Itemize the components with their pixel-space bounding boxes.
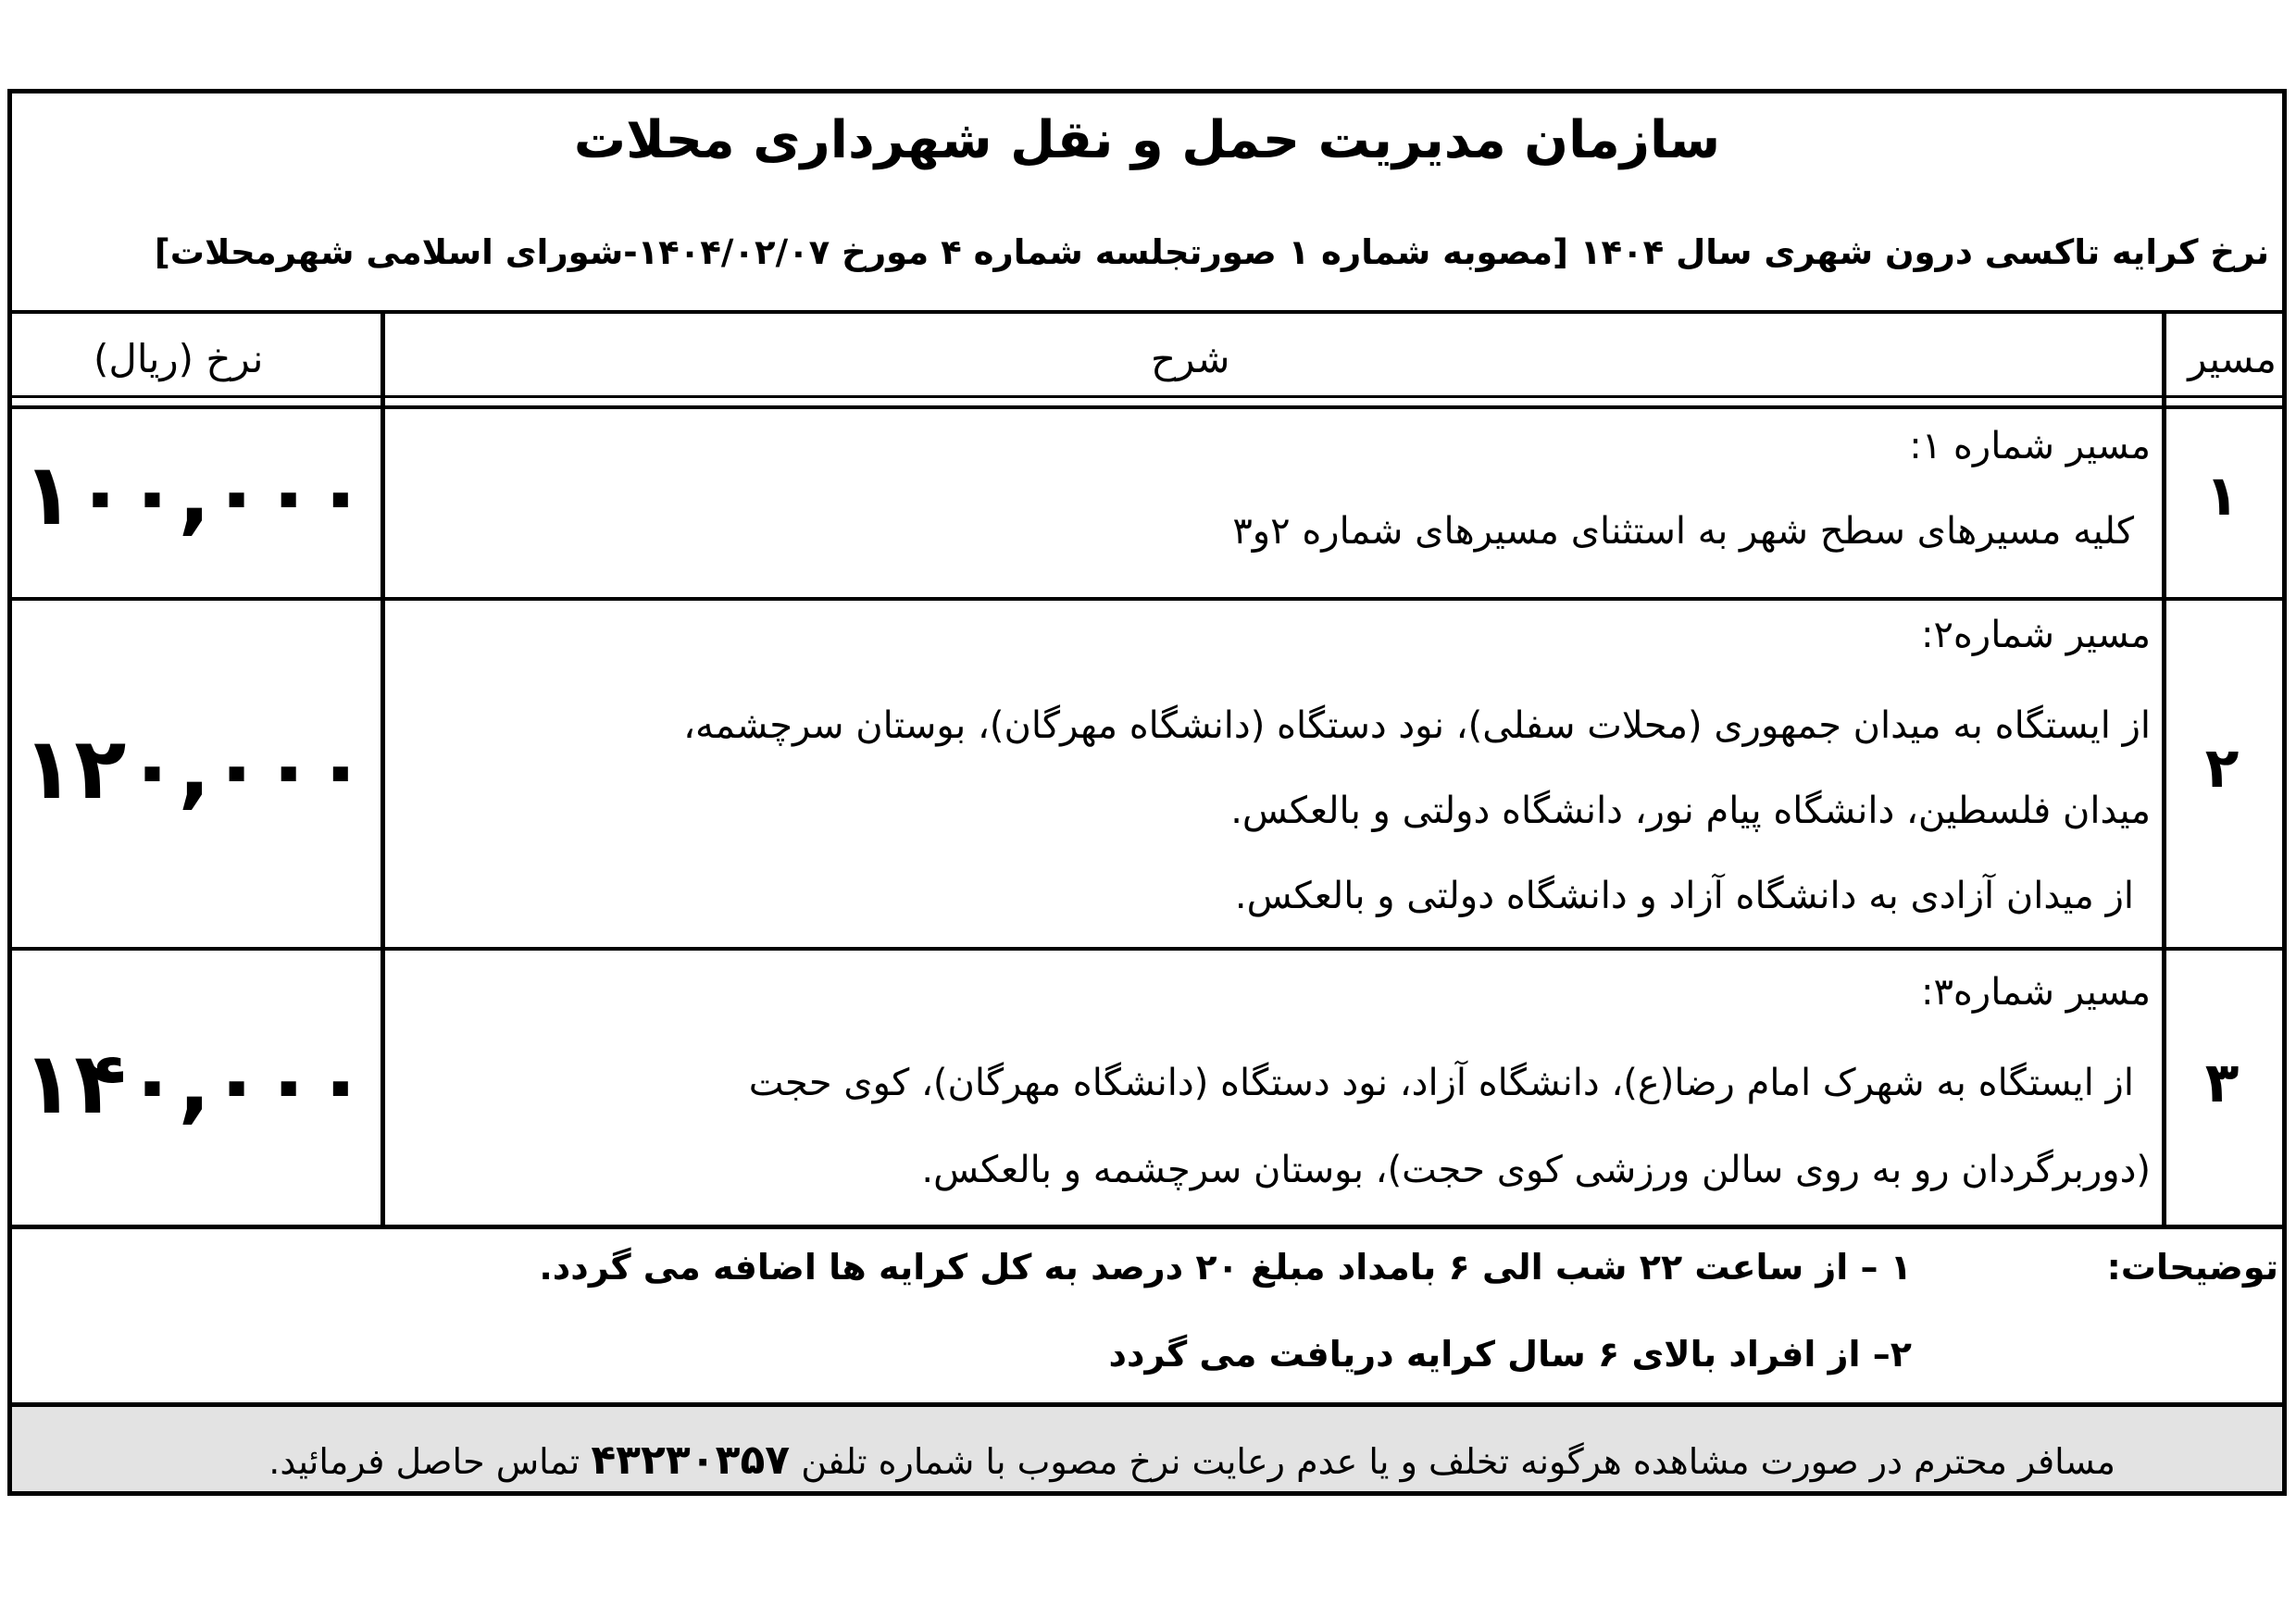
- footer-message: [268, 1437, 2115, 1484]
- footer-text-before: مسافر محترم در صورت مشاهده هرگونه تخلف و یا عدم رعایت نرخ مصوب با شماره تلفن: [801, 1441, 2115, 1482]
- column-divider: [381, 310, 385, 1225]
- divider: [12, 947, 2282, 951]
- route-number: ۲: [2204, 736, 2240, 801]
- divider: [12, 310, 2282, 314]
- note-item: ۲– از افراد بالای ۶ سال کرایه دریافت می گردد: [1108, 1334, 1912, 1375]
- page-title: سازمان مدیریت حمل و نقل شهرداری محلات: [573, 110, 1721, 170]
- route-number: ۳: [2204, 1051, 2240, 1115]
- page-subtitle: نرخ کرایه تاکسی درون شهری سال ۱۴۰۴ [مصوبه شماره ۱ صورتجلسه شماره ۴ مورخ ۱۴۰۴/۰۲/۰۷-شورای اسلامی شهرمحلات]: [154, 232, 2269, 272]
- notes-label: توضیحات:: [2106, 1247, 2278, 1288]
- route-heading: مسیر شماره۲:: [1920, 614, 2151, 656]
- fare-notice: [7, 89, 2287, 1496]
- route-heading: مسیر شماره ۱:: [1909, 425, 2151, 467]
- divider: [12, 597, 2282, 601]
- route-rate: ۱۴۰,۰۰۰: [22, 1034, 367, 1133]
- divider: [12, 395, 2282, 398]
- divider: [12, 405, 2282, 409]
- column-header-rate: نرخ (ریال): [94, 336, 264, 381]
- column-header-description: شرح: [1151, 336, 1230, 381]
- route-heading: مسیر شماره۳:: [1920, 971, 2151, 1014]
- divider: [12, 1225, 2282, 1229]
- footer-phone: ۴۳۲۳۰۳۵۷: [591, 1437, 791, 1484]
- route-description-line: کلیه مسیرهای سطح شهر به استثنای مسیرهای شماره ۲و۳: [1232, 510, 2134, 553]
- route-description-line: (دوربرگردان رو به روی سالن ورزشی کوی حجت)، بوستان سرچشمه و بالعکس.: [921, 1149, 2151, 1191]
- route-rate: ۱۰۰,۰۰۰: [22, 445, 367, 544]
- route-description-line: از ایستگاه به میدان جمهوری (محلات سفلی)، نود دستگاه (دانشگاه مهرگان)، بوستان سرچشمه،: [683, 704, 2151, 747]
- column-header-route: مسیر: [2188, 336, 2277, 381]
- route-rate: ۱۲۰,۰۰۰: [22, 719, 367, 818]
- route-description-line: از ایستگاه به شهرک امام رضا(ع)، دانشگاه آزاد، نود دستگاه (دانشگاه مهرگان)، کوی حجت: [748, 1062, 2134, 1104]
- route-description-line: از میدان آزادی به دانشگاه آزاد و دانشگاه دولتی و بالعکس.: [1234, 875, 2134, 917]
- route-description-line: میدان فلسطین، دانشگاه پیام نور، دانشگاه دولتی و بالعکس.: [1230, 790, 2151, 832]
- note-item: ۱ – از ساعت ۲۲ شب الی ۶ بامداد مبلغ ۲۰ درصد به کل کرایه ها اضافه می گردد.: [539, 1247, 1912, 1288]
- footer-text-after: تماس حاصل فرمائید.: [268, 1441, 580, 1482]
- route-number: ۱: [2204, 464, 2240, 529]
- footer: [12, 1402, 2282, 1491]
